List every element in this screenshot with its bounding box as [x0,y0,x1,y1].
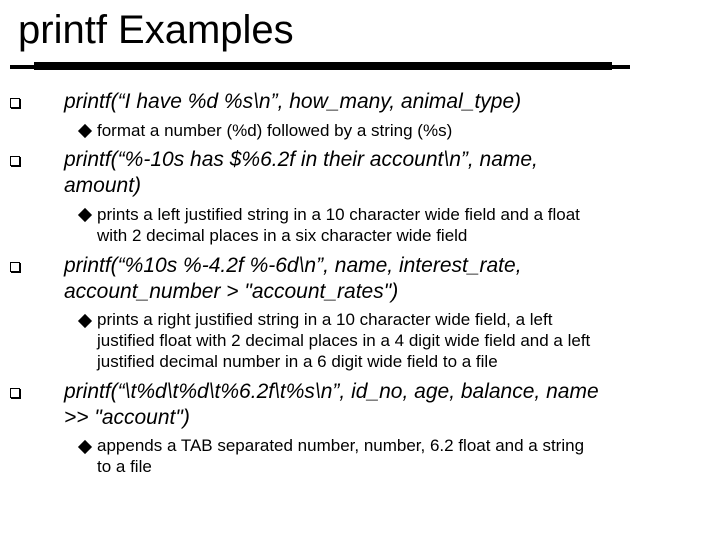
title-divider [10,62,630,74]
slide-title: printf Examples [18,8,294,52]
bullet-3-line-2: account_number > "account_rates") [64,280,399,303]
bullet-3-line-1: printf(“%10s %-4.2f %-6d\n”, name, interest_rate, [64,254,522,277]
bullet-4-line-1: printf(“\t%d\t%d\t%6.2f\t%s\n”, id_no, age, balance, name [64,380,599,403]
bullet-2-line-2: amount) [64,174,142,197]
diamond-bullet-icon [78,124,92,138]
bullet-4-line-2: >> "account") [64,406,190,429]
diamond-bullet-icon [78,314,92,328]
bullet-1-line-1: printf(“I have %d %s\n”, how_many, animal_type) [64,90,522,113]
bullet-2-sub-line-2: with 2 decimal places in a six character wide field [97,226,468,245]
title-divider-thick-line [34,62,612,70]
bullet-1-sub-line-1: format a number (%d) followed by a string (%s) [97,121,453,140]
square-bullet-icon [10,98,20,108]
bullet-4-sub-line-1: appends a TAB separated number, number, 6.2 float and a string [97,436,585,455]
bullet-4-sub-line-2: to a file [97,457,152,476]
bullet-2-sub-line-1: prints a left justified string in a 10 character wide field and a float [97,205,580,224]
square-bullet-icon [10,262,20,272]
diamond-bullet-icon [78,208,92,222]
bullet-3-sub-line-1: prints a right justified string in a 10 character wide field, a left [97,310,553,329]
square-bullet-icon [10,156,20,166]
bullet-3-sub-line-3: justified decimal number in a 6 digit wide field to a file [97,352,498,371]
square-bullet-icon [10,388,20,398]
bullet-2-line-1: printf(“%-10s has $%6.2f in their account\n”, name, [64,148,538,171]
bullet-3-sub-line-2: justified float with 2 decimal places in a 4 digit wide field and a left [97,331,591,350]
diamond-bullet-icon [78,440,92,454]
